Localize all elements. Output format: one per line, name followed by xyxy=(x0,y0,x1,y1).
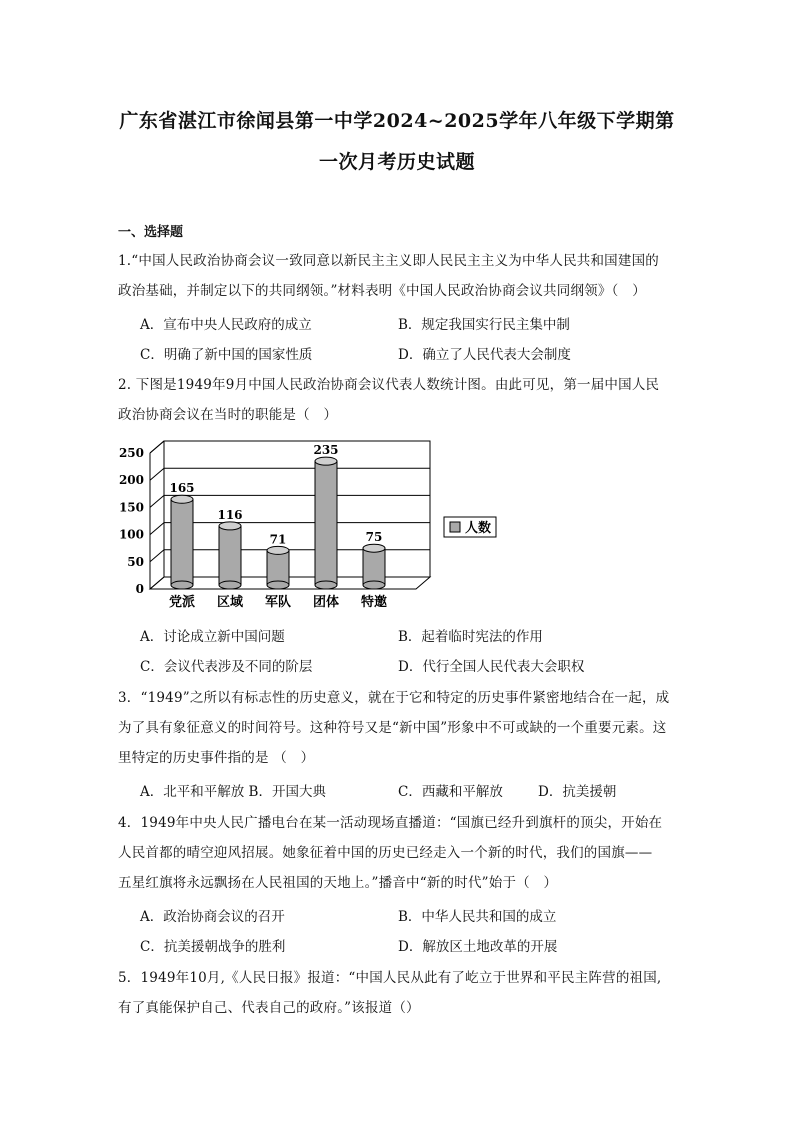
q1-option-d: D．确立了人民代表大会制度 xyxy=(398,347,571,363)
chart-x-tick-label: 党派 xyxy=(168,595,196,610)
chart-gridline-diag xyxy=(150,495,164,507)
q4-option-b: B．中华人民共和国的成立 xyxy=(398,909,557,925)
q1-option-c: C．明确了新中国的国家性质 xyxy=(140,347,313,363)
chart-y-tick-label: 150 xyxy=(118,500,144,515)
q2-option-b: B．起着临时宪法的作用 xyxy=(398,629,543,645)
chart-y-tick-label: 50 xyxy=(127,554,144,569)
chart-bar-base xyxy=(363,581,385,589)
q2-option-a: A．讨论成立新中国问题 xyxy=(140,629,285,645)
q4-stem-line2: 人民首都的晴空迎风招展。她象征着中国的历史已经走入一个新的时代，我们的国旗—— xyxy=(118,845,653,861)
q2-option-d: D．代行全国人民代表大会职权 xyxy=(398,659,585,675)
chart-bar xyxy=(363,548,385,585)
q4-option-d: D．解放区土地改革的开展 xyxy=(398,939,558,955)
q3-option-c: C．西藏和平解放 xyxy=(398,784,503,800)
chart-x-tick-label: 军队 xyxy=(264,595,292,610)
chart-x-tick-label: 团体 xyxy=(312,595,340,610)
q3-option-d: D．抗美援朝 xyxy=(538,784,617,800)
q4-stem-line3: 五星红旗将永远飘扬在人民祖国的天地上。”播音中“新的时代”始于（ ） xyxy=(118,875,558,891)
chart-bar-top xyxy=(363,544,385,552)
q4-stem-line1: 4．1949年中央人民广播电台在某一活动现场直播道：“国旗已经升到旗杆的顶尖，开始在 xyxy=(118,815,663,831)
chart-legend-swatch xyxy=(450,522,460,532)
q3-stem-line1: 3．“1949”之所以有标志性的历史意义，就在于它和特定的历史事件紧密地结合在一起，成 xyxy=(118,690,670,706)
chart-y-tick-label: 250 xyxy=(118,446,144,460)
q3-stem-line3: 里特定的历史事件指的是 （ ） xyxy=(118,750,315,766)
chart-gridline-diag xyxy=(150,441,164,453)
chart-y-tick-label: 200 xyxy=(118,473,144,488)
section-heading: 一、选择题 xyxy=(118,225,184,240)
q3-stem-line2: 为了具有象征意义的时间符号。这种符号又是“新中国”形象中不可或缺的一个重要元素。这 xyxy=(118,720,667,736)
q3-option-ab: A．北平和平解放 B．开国大典 xyxy=(140,784,326,800)
chart-bar xyxy=(315,461,337,585)
chart-y-tick-label: 100 xyxy=(118,527,144,542)
q1-stem-line1: 1.“中国人民政治协商会议一致同意以新民主主义即人民民主主义为中华人民共和国建国的 xyxy=(118,253,659,269)
chart-bar-base xyxy=(315,581,337,589)
exam-title-line2: 一次月考历史试题 xyxy=(318,151,475,173)
chart-data-label: 75 xyxy=(365,530,383,545)
chart-data-label: 165 xyxy=(169,481,195,496)
chart-bar xyxy=(267,550,289,585)
chart-data-label: 116 xyxy=(217,507,243,522)
q4-option-c: C．抗美援朝战争的胜利 xyxy=(140,939,286,955)
chart-bar-top xyxy=(315,457,337,465)
chart-gridline-diag xyxy=(150,550,164,562)
chart-gridline-diag xyxy=(150,468,164,480)
chart-bar-top xyxy=(267,546,289,554)
chart-bar xyxy=(219,526,241,585)
q5-stem-line2: 有了真能保护自己、代表自己的政府。”该报道（） xyxy=(118,1000,420,1016)
chart-bar-base xyxy=(219,581,241,589)
q1-option-b: B．规定我国实行民主集中制 xyxy=(398,317,570,333)
delegates-bar-chart xyxy=(118,435,498,615)
chart-bar-base xyxy=(267,581,289,589)
chart-back-wall xyxy=(164,441,430,577)
q5-stem-line1: 5．1949年10月,《人民日报》报道：“中国人民从此有了屹立于世界和平民主阵营的祖国, xyxy=(118,970,662,986)
exam-title-line1: 广东省湛江市徐闻县第一中学2024~2025学年八年级下学期第 xyxy=(119,110,675,132)
chart-bar xyxy=(171,499,193,585)
chart-x-tick-label: 区域 xyxy=(216,595,244,610)
chart-x-tick-label: 特邀 xyxy=(360,595,388,610)
chart-data-label: 71 xyxy=(269,532,287,547)
chart-gridline-diag xyxy=(150,523,164,535)
chart-bar-top xyxy=(219,522,241,530)
chart-data-label: 235 xyxy=(313,443,339,458)
q4-option-a: A．政治协商会议的召开 xyxy=(140,909,285,925)
chart-bar-top xyxy=(171,495,193,503)
q2-option-c: C．会议代表涉及不同的阶层 xyxy=(140,659,313,675)
chart-y-tick-label: 0 xyxy=(135,582,144,596)
chart-gridline-diag xyxy=(150,577,164,589)
q1-option-a: A．宣布中央人民政府的成立 xyxy=(140,317,312,333)
chart-legend-label: 人数 xyxy=(465,521,492,536)
q2-stem-line1: 2. 下图是1949年9月中国人民政治协商会议代表人数统计图。由此可见，第一届中国人民 xyxy=(118,377,660,393)
q1-stem-line2: 政治基础，并制定以下的共同纲领。”材料表明《中国人民政治协商会议共同纲领》（ ） xyxy=(118,283,646,299)
q2-stem-line2: 政治协商会议在当时的职能是（ ） xyxy=(118,407,338,423)
chart-bar-base xyxy=(171,581,193,589)
